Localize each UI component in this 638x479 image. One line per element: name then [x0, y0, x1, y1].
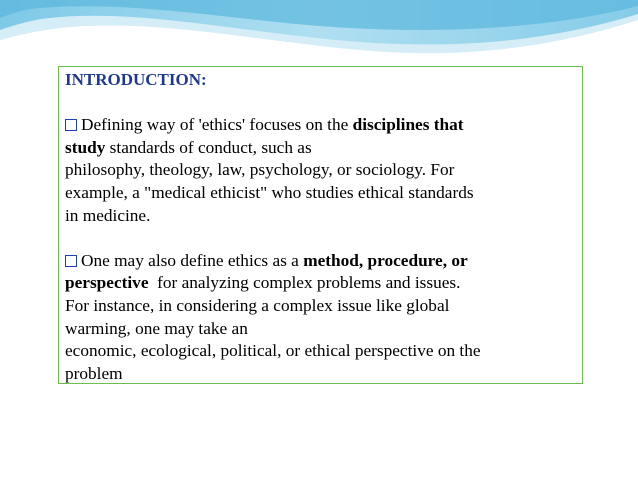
checkbox-square-icon — [65, 255, 77, 267]
paragraph-2: One may also define ethics as a method, procedure, or perspective for analyzing complex problems and issues. For instance, in considering a complex issue like global warming, one may take an economic, ecological, political, or ethical perspective on the problem — [65, 250, 481, 383]
slide-heading: INTRODUCTION: — [65, 70, 207, 89]
checkbox-square-icon — [65, 119, 77, 131]
paragraph-1: Defining way of 'ethics' focuses on the disciplines that study standards of conduct, such as philosophy, theology, law, psychology, or sociology. For example, a "medical ethicist" who studies ethical standards in medicine. — [65, 115, 474, 225]
slide-body — [65, 69, 580, 385]
decorative-wave-banner — [0, 0, 638, 70]
